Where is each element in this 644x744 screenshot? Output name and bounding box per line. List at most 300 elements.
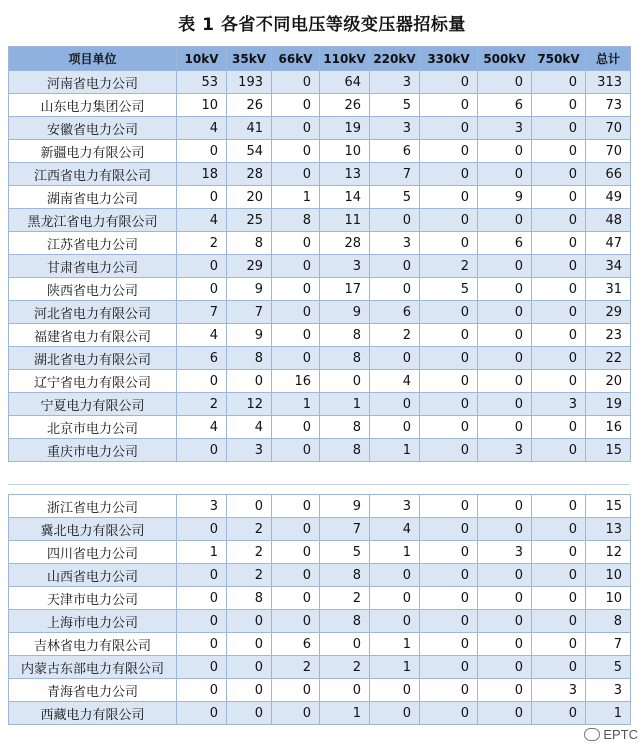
value-cell: 0 (478, 209, 532, 232)
column-header: 330kV (420, 47, 478, 71)
value-cell: 0 (532, 301, 586, 324)
wechat-icon (584, 728, 600, 741)
value-cell: 0 (420, 439, 478, 462)
value-cell: 66 (586, 163, 631, 186)
value-cell: 0 (532, 255, 586, 278)
value-cell: 10 (177, 94, 227, 117)
value-cell: 9 (320, 495, 370, 518)
value-cell: 5 (370, 186, 420, 209)
value-cell: 7 (370, 163, 420, 186)
value-cell: 8 (586, 610, 631, 633)
value-cell: 0 (420, 679, 478, 702)
column-header: 项目单位 (9, 47, 177, 71)
value-cell: 0 (272, 679, 320, 702)
unit-name-cell: 宁夏电力有限公司 (9, 393, 177, 416)
value-cell: 41 (227, 117, 272, 140)
unit-name-cell: 辽宁省电力有限公司 (9, 370, 177, 393)
value-cell: 0 (370, 393, 420, 416)
value-cell: 0 (478, 324, 532, 347)
unit-name-cell: 黑龙江省电力有限公司 (9, 209, 177, 232)
value-cell: 4 (370, 370, 420, 393)
value-cell: 0 (177, 518, 227, 541)
value-cell: 0 (478, 633, 532, 656)
page-break (0, 480, 644, 490)
value-cell: 0 (478, 679, 532, 702)
unit-name-cell: 安徽省电力公司 (9, 117, 177, 140)
value-cell: 22 (586, 347, 631, 370)
value-cell: 3 (370, 495, 420, 518)
value-cell: 0 (532, 633, 586, 656)
value-cell: 70 (586, 140, 631, 163)
value-cell: 0 (420, 232, 478, 255)
value-cell: 1 (370, 439, 420, 462)
value-cell: 6 (478, 94, 532, 117)
value-cell: 26 (320, 94, 370, 117)
table-row (9, 324, 631, 347)
value-cell: 0 (227, 495, 272, 518)
value-cell: 0 (177, 140, 227, 163)
unit-name-cell: 内蒙古东部电力有限公司 (9, 656, 177, 679)
value-cell: 3 (320, 255, 370, 278)
value-cell: 7 (586, 633, 631, 656)
value-cell: 0 (532, 587, 586, 610)
value-cell: 14 (320, 186, 370, 209)
table-row (9, 633, 631, 656)
value-cell: 2 (177, 232, 227, 255)
value-cell: 4 (177, 117, 227, 140)
value-cell: 193 (227, 71, 272, 94)
value-cell: 18 (177, 163, 227, 186)
value-cell: 4 (227, 416, 272, 439)
table-row (9, 278, 631, 301)
value-cell: 48 (586, 209, 631, 232)
value-cell: 0 (420, 564, 478, 587)
header-row (9, 47, 631, 71)
value-cell: 0 (532, 94, 586, 117)
value-cell: 0 (420, 370, 478, 393)
value-cell: 0 (272, 587, 320, 610)
value-cell: 2 (177, 393, 227, 416)
value-cell: 3 (370, 71, 420, 94)
unit-name-cell: 青海省电力公司 (9, 679, 177, 702)
value-cell: 0 (420, 495, 478, 518)
value-cell: 0 (478, 370, 532, 393)
value-cell: 0 (272, 94, 320, 117)
unit-name-cell: 陕西省电力公司 (9, 278, 177, 301)
value-cell: 0 (420, 541, 478, 564)
value-cell: 19 (586, 393, 631, 416)
value-cell: 3 (370, 232, 420, 255)
value-cell: 4 (177, 209, 227, 232)
value-cell: 31 (586, 278, 631, 301)
value-cell: 0 (227, 610, 272, 633)
value-cell: 34 (586, 255, 631, 278)
value-cell: 0 (478, 140, 532, 163)
value-cell: 73 (586, 94, 631, 117)
table-row (9, 209, 631, 232)
value-cell: 0 (478, 564, 532, 587)
value-cell: 0 (532, 656, 586, 679)
value-cell: 1 (586, 702, 631, 725)
table-row (9, 140, 631, 163)
value-cell: 0 (370, 702, 420, 725)
value-cell: 0 (532, 541, 586, 564)
value-cell: 2 (370, 324, 420, 347)
value-cell: 0 (532, 117, 586, 140)
value-cell: 13 (586, 518, 631, 541)
unit-name-cell: 江苏省电力公司 (9, 232, 177, 255)
value-cell: 0 (478, 518, 532, 541)
value-cell: 0 (420, 393, 478, 416)
value-cell: 8 (320, 610, 370, 633)
value-cell: 0 (478, 255, 532, 278)
value-cell: 2 (227, 518, 272, 541)
value-cell: 6 (177, 347, 227, 370)
value-cell: 0 (177, 633, 227, 656)
value-cell: 0 (272, 416, 320, 439)
unit-name-cell: 浙江省电力公司 (9, 495, 177, 518)
value-cell: 9 (227, 324, 272, 347)
unit-name-cell: 冀北电力有限公司 (9, 518, 177, 541)
value-cell: 0 (532, 324, 586, 347)
unit-name-cell: 西藏电力有限公司 (9, 702, 177, 725)
value-cell: 2 (420, 255, 478, 278)
value-cell: 3 (227, 439, 272, 462)
value-cell: 0 (370, 278, 420, 301)
value-cell: 5 (420, 278, 478, 301)
value-cell: 0 (272, 518, 320, 541)
value-cell: 0 (272, 117, 320, 140)
table-row (9, 564, 631, 587)
value-cell: 0 (420, 71, 478, 94)
value-cell: 0 (420, 209, 478, 232)
value-cell: 0 (532, 232, 586, 255)
table-row (9, 347, 631, 370)
value-cell: 8 (227, 232, 272, 255)
value-cell: 1 (272, 393, 320, 416)
value-cell: 5 (586, 656, 631, 679)
value-cell: 0 (272, 140, 320, 163)
value-cell: 20 (227, 186, 272, 209)
value-cell: 0 (177, 255, 227, 278)
tender-table-top (8, 46, 631, 462)
table-row (9, 541, 631, 564)
value-cell: 12 (227, 393, 272, 416)
value-cell: 8 (227, 347, 272, 370)
value-cell: 2 (320, 656, 370, 679)
value-cell: 0 (420, 94, 478, 117)
value-cell: 0 (370, 209, 420, 232)
value-cell: 1 (320, 702, 370, 725)
value-cell: 0 (478, 347, 532, 370)
value-cell: 16 (272, 370, 320, 393)
value-cell: 0 (532, 140, 586, 163)
value-cell: 16 (586, 416, 631, 439)
value-cell: 0 (272, 439, 320, 462)
value-cell: 0 (420, 656, 478, 679)
value-cell: 5 (370, 94, 420, 117)
value-cell: 0 (177, 564, 227, 587)
value-cell: 28 (320, 232, 370, 255)
value-cell: 0 (227, 633, 272, 656)
table-row (9, 301, 631, 324)
value-cell: 15 (586, 495, 631, 518)
value-cell: 0 (478, 587, 532, 610)
column-header: 35kV (227, 47, 272, 71)
unit-name-cell: 重庆市电力公司 (9, 439, 177, 462)
unit-name-cell: 河南省电力公司 (9, 71, 177, 94)
value-cell: 6 (272, 633, 320, 656)
value-cell: 0 (370, 587, 420, 610)
value-cell: 0 (532, 702, 586, 725)
value-cell: 0 (177, 186, 227, 209)
table-row (9, 163, 631, 186)
value-cell: 0 (420, 347, 478, 370)
value-cell: 2 (320, 587, 370, 610)
value-cell: 9 (320, 301, 370, 324)
page-title: 表 1 各省不同电压等级变压器招标量 (178, 15, 466, 35)
value-cell: 0 (532, 209, 586, 232)
value-cell: 0 (478, 71, 532, 94)
value-cell: 0 (272, 301, 320, 324)
unit-name-cell: 天津市电力公司 (9, 587, 177, 610)
value-cell: 3 (478, 541, 532, 564)
value-cell: 0 (272, 71, 320, 94)
value-cell: 6 (370, 301, 420, 324)
value-cell: 0 (420, 140, 478, 163)
value-cell: 15 (586, 439, 631, 462)
value-cell: 64 (320, 71, 370, 94)
value-cell: 0 (370, 416, 420, 439)
value-cell: 0 (227, 656, 272, 679)
unit-name-cell: 北京市电力公司 (9, 416, 177, 439)
table-row (9, 232, 631, 255)
value-cell: 0 (420, 301, 478, 324)
value-cell: 3 (478, 439, 532, 462)
value-cell: 0 (532, 370, 586, 393)
value-cell: 5 (320, 541, 370, 564)
value-cell: 0 (370, 347, 420, 370)
tender-table-bottom (8, 494, 631, 725)
value-cell: 0 (272, 347, 320, 370)
value-cell: 0 (478, 278, 532, 301)
value-cell: 1 (320, 393, 370, 416)
value-cell: 0 (272, 541, 320, 564)
value-cell: 3 (177, 495, 227, 518)
table-row (9, 518, 631, 541)
column-header: 220kV (370, 47, 420, 71)
value-cell: 0 (227, 702, 272, 725)
value-cell: 0 (420, 324, 478, 347)
value-cell: 53 (177, 71, 227, 94)
unit-name-cell: 江西省电力有限公司 (9, 163, 177, 186)
table-row (9, 71, 631, 94)
value-cell: 0 (420, 587, 478, 610)
value-cell: 8 (320, 324, 370, 347)
unit-name-cell: 山东电力集团公司 (9, 94, 177, 117)
value-cell: 0 (320, 370, 370, 393)
unit-name-cell: 上海市电力公司 (9, 610, 177, 633)
value-cell: 0 (478, 163, 532, 186)
unit-name-cell: 甘肃省电力公司 (9, 255, 177, 278)
value-cell: 8 (227, 587, 272, 610)
value-cell: 0 (272, 564, 320, 587)
value-cell: 11 (320, 209, 370, 232)
unit-name-cell: 湖南省电力公司 (9, 186, 177, 209)
value-cell: 10 (586, 564, 631, 587)
value-cell: 0 (320, 633, 370, 656)
value-cell: 28 (227, 163, 272, 186)
unit-name-cell: 福建省电力有限公司 (9, 324, 177, 347)
value-cell: 0 (532, 163, 586, 186)
table-row (9, 495, 631, 518)
unit-name-cell: 湖北省电力有限公司 (9, 347, 177, 370)
value-cell: 0 (272, 255, 320, 278)
value-cell: 1 (272, 186, 320, 209)
value-cell: 0 (420, 610, 478, 633)
value-cell: 0 (420, 117, 478, 140)
value-cell: 0 (177, 278, 227, 301)
value-cell: 23 (586, 324, 631, 347)
value-cell: 6 (478, 232, 532, 255)
table-row (9, 656, 631, 679)
table-row (9, 117, 631, 140)
watermark-text: EPTC (603, 727, 638, 742)
value-cell: 4 (177, 324, 227, 347)
value-cell: 0 (532, 71, 586, 94)
value-cell: 0 (420, 633, 478, 656)
table-row (9, 94, 631, 117)
value-cell: 0 (272, 278, 320, 301)
column-header: 总计 (586, 47, 631, 71)
value-cell: 0 (272, 163, 320, 186)
table-row (9, 679, 631, 702)
value-cell: 0 (478, 656, 532, 679)
value-cell: 0 (177, 587, 227, 610)
value-cell: 9 (478, 186, 532, 209)
value-cell: 0 (478, 301, 532, 324)
table-row (9, 255, 631, 278)
value-cell: 8 (272, 209, 320, 232)
value-cell: 0 (227, 370, 272, 393)
value-cell: 3 (532, 393, 586, 416)
value-cell: 0 (420, 186, 478, 209)
value-cell: 0 (272, 232, 320, 255)
value-cell: 0 (272, 702, 320, 725)
table-row (9, 416, 631, 439)
value-cell: 19 (320, 117, 370, 140)
value-cell: 7 (227, 301, 272, 324)
value-cell: 0 (420, 163, 478, 186)
value-cell: 0 (177, 610, 227, 633)
value-cell: 2 (272, 656, 320, 679)
value-cell: 1 (177, 541, 227, 564)
unit-name-cell: 山西省电力公司 (9, 564, 177, 587)
value-cell: 3 (586, 679, 631, 702)
table-row (9, 393, 631, 416)
value-cell: 0 (478, 393, 532, 416)
value-cell: 0 (420, 702, 478, 725)
value-cell: 0 (420, 416, 478, 439)
value-cell: 0 (370, 679, 420, 702)
value-cell: 0 (177, 702, 227, 725)
value-cell: 2 (227, 541, 272, 564)
value-cell: 3 (370, 117, 420, 140)
value-cell: 13 (320, 163, 370, 186)
value-cell: 9 (227, 278, 272, 301)
value-cell: 3 (532, 679, 586, 702)
value-cell: 12 (586, 541, 631, 564)
value-cell: 8 (320, 439, 370, 462)
value-cell: 0 (272, 495, 320, 518)
column-header: 110kV (320, 47, 370, 71)
value-cell: 0 (532, 518, 586, 541)
value-cell: 0 (532, 610, 586, 633)
value-cell: 0 (370, 255, 420, 278)
value-cell: 0 (420, 518, 478, 541)
table-row (9, 610, 631, 633)
value-cell: 49 (586, 186, 631, 209)
value-cell: 6 (370, 140, 420, 163)
value-cell: 25 (227, 209, 272, 232)
value-cell: 17 (320, 278, 370, 301)
value-cell: 0 (177, 439, 227, 462)
value-cell: 20 (586, 370, 631, 393)
value-cell: 0 (532, 564, 586, 587)
value-cell: 0 (227, 679, 272, 702)
value-cell: 47 (586, 232, 631, 255)
value-cell: 1 (370, 541, 420, 564)
value-cell: 0 (370, 610, 420, 633)
table-row (9, 587, 631, 610)
value-cell: 8 (320, 416, 370, 439)
value-cell: 0 (272, 324, 320, 347)
value-cell: 0 (478, 416, 532, 439)
value-cell: 0 (177, 679, 227, 702)
value-cell: 0 (478, 702, 532, 725)
unit-name-cell: 吉林省电力有限公司 (9, 633, 177, 656)
column-header: 750kV (532, 47, 586, 71)
value-cell: 4 (177, 416, 227, 439)
column-header: 66kV (272, 47, 320, 71)
value-cell: 26 (227, 94, 272, 117)
value-cell: 0 (177, 370, 227, 393)
unit-name-cell: 河北省电力有限公司 (9, 301, 177, 324)
value-cell: 10 (320, 140, 370, 163)
value-cell: 29 (227, 255, 272, 278)
value-cell: 313 (586, 71, 631, 94)
unit-name-cell: 新疆电力有限公司 (9, 140, 177, 163)
value-cell: 0 (272, 610, 320, 633)
table-row (9, 439, 631, 462)
value-cell: 0 (370, 564, 420, 587)
value-cell: 0 (532, 186, 586, 209)
value-cell: 1 (370, 633, 420, 656)
value-cell: 29 (586, 301, 631, 324)
column-header: 10kV (177, 47, 227, 71)
value-cell: 0 (478, 495, 532, 518)
value-cell: 0 (320, 679, 370, 702)
watermark (584, 727, 638, 742)
value-cell: 8 (320, 347, 370, 370)
value-cell: 7 (177, 301, 227, 324)
table-row (9, 186, 631, 209)
value-cell: 0 (177, 656, 227, 679)
unit-name-cell: 四川省电力公司 (9, 541, 177, 564)
value-cell: 0 (532, 439, 586, 462)
value-cell: 0 (532, 347, 586, 370)
table-row (9, 370, 631, 393)
